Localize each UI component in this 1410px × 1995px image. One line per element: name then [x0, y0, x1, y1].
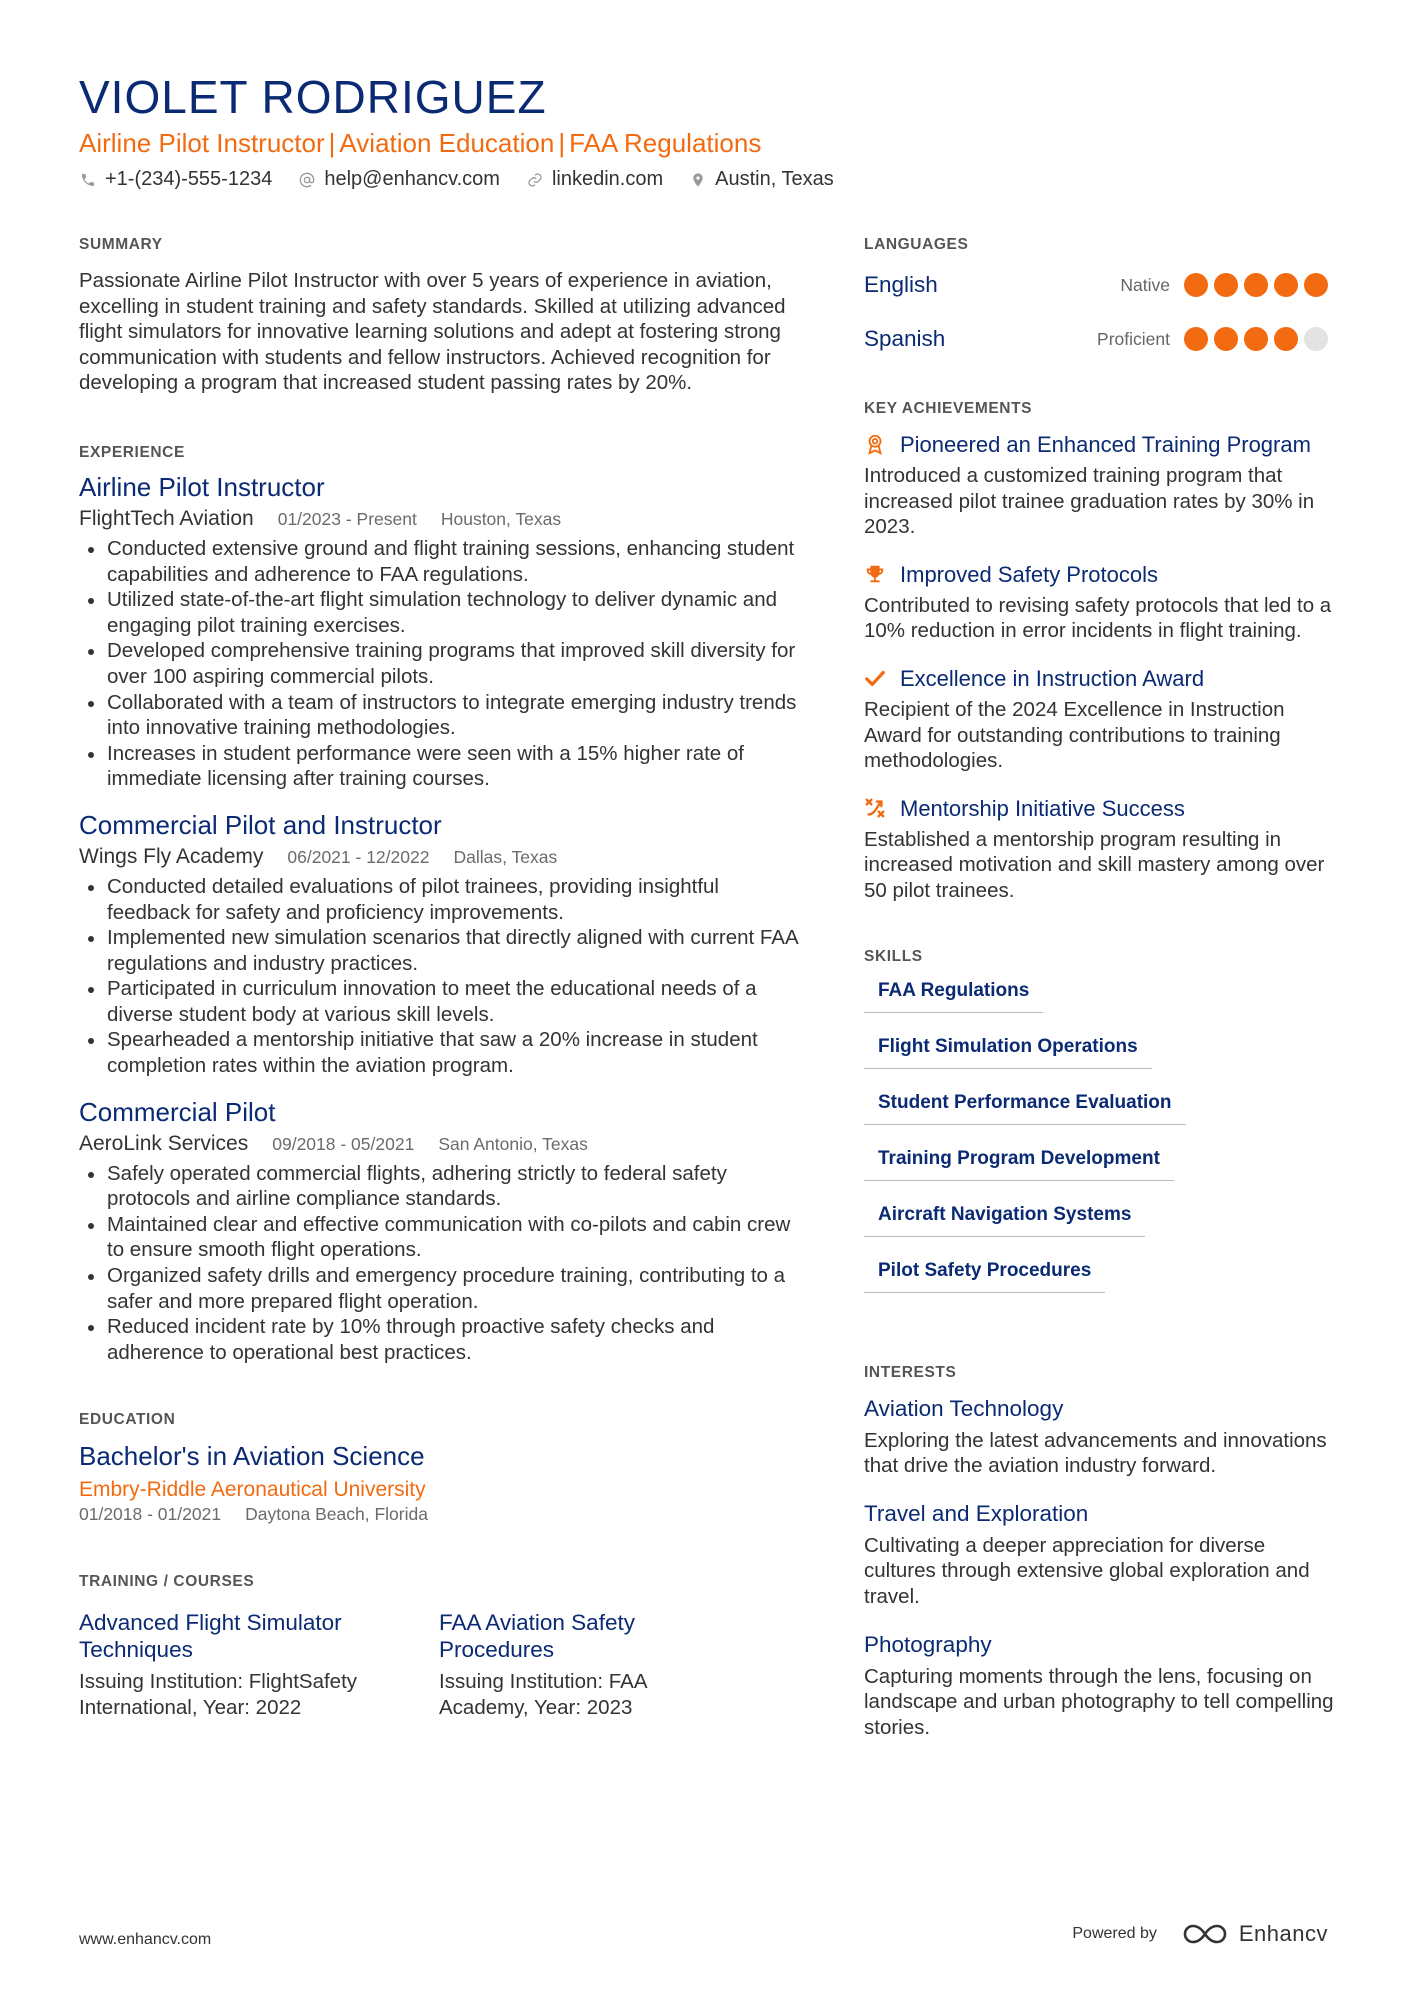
candidate-name: VIOLET RODRIGUEZ [79, 71, 547, 123]
right-column [864, 236, 1334, 1762]
interest-text: Cultivating a deeper appreciation for diverse cultures through extensive global exploration and travel. [864, 1533, 1310, 1608]
language-rating [1184, 273, 1334, 297]
achievement-item [864, 796, 1334, 904]
job-dates: 06/2021 - 12/2022 [287, 846, 430, 867]
course-detail: Issuing Institution: FAA Academy, Year: 2023 [439, 1670, 647, 1719]
location-pin-icon [689, 171, 707, 189]
contact-bar [79, 168, 860, 191]
course-item [439, 1609, 799, 1720]
footer-website[interactable]: www.enhancv.com [79, 1931, 212, 1948]
interest-title: Travel and Exploration [864, 1500, 1089, 1526]
skill-tag: Pilot Safety Procedures [864, 1254, 1105, 1293]
job-dates: 09/2018 - 05/2021 [272, 1133, 415, 1154]
section-title: EDUCATION [79, 1411, 176, 1429]
linkedin-text: linkedin.com [551, 168, 664, 190]
language-rating [1184, 327, 1334, 351]
interest-title: Photography [864, 1631, 992, 1657]
job-bullets [79, 536, 799, 792]
course-list [79, 1609, 799, 1720]
language-level: Native [1120, 274, 1170, 295]
course-item [79, 1609, 439, 1720]
achievement-text: Established a mentorship program resulting in increased motivation and skill mastery among over 50 pilot trainees. [864, 827, 1325, 902]
skill-tag: Aircraft Navigation Systems [864, 1198, 1145, 1237]
at-sign-icon [298, 171, 316, 189]
achievements-section [864, 400, 1334, 904]
achievement-text: Recipient of the 2024 Excellence in Instruction Award for outstanding contributions to training methodologies. [864, 697, 1285, 773]
rating-dot-filled [1274, 327, 1298, 351]
rating-dot-filled [1184, 273, 1208, 297]
achievement-item [864, 562, 1334, 644]
job-bullets [79, 874, 799, 1079]
interests-section [864, 1364, 1334, 1741]
bullet-item: Conducted detailed evaluations of pilot trainees, providing insightful feedback for safety and proficiency improvements. [79, 874, 799, 925]
job-location: San Antonio, Texas [438, 1133, 588, 1154]
rating-dot-filled [1274, 273, 1298, 297]
education-location: Daytona Beach, Florida [245, 1504, 428, 1525]
brand-name: Enhancv [1238, 1921, 1328, 1946]
training-section [79, 1573, 799, 1720]
achievement-title: Mentorship Initiative Success [900, 795, 1185, 821]
job-entry [79, 810, 799, 1079]
bullet-item: Implemented new simulation scenarios that directly aligned with current FAA regulations and industry practices. [79, 925, 799, 976]
phone-text: +1-(234)-555-1234 [105, 168, 273, 190]
bullet-item: Conducted extensive ground and flight training sessions, enhancing student capabilities and adherence to FAA regulations. [79, 536, 799, 587]
degree-title: Bachelor's in Aviation Science [79, 1441, 425, 1472]
location-text: Austin, Texas [715, 168, 834, 190]
footer-branding [1072, 1920, 1328, 1948]
skill-tag: FAA Regulations [864, 974, 1043, 1013]
course-title: Advanced Flight Simulator Techniques [79, 1610, 342, 1663]
education-meta [79, 1504, 799, 1525]
rating-dot-filled [1184, 327, 1208, 351]
languages-section [864, 236, 1334, 366]
interest-text: Exploring the latest advancements and innovations that drive the aviation industry forward. [864, 1428, 1327, 1478]
job-bullets [79, 1161, 799, 1366]
interest-item [864, 1632, 1334, 1741]
course-detail: Issuing Institution: FlightSafety International, Year: 2022 [79, 1670, 358, 1719]
bullet-item: Reduced incident rate by 10% through proactive safety checks and adherence to operational best practices. [79, 1314, 799, 1365]
award-ribbon-icon [864, 433, 888, 457]
job-meta [79, 1132, 799, 1156]
left-column [79, 236, 799, 1721]
skill-tag: Flight Simulation Operations [864, 1030, 1152, 1069]
company-name: FlightTech Aviation [79, 506, 254, 530]
section-title: LANGUAGES [864, 236, 969, 253]
bullet-item: Collaborated with a team of instructors to integrate emerging industry trends into innovative training methodologies. [79, 690, 799, 741]
rating-dot-filled [1244, 327, 1268, 351]
rating-dot-filled [1304, 273, 1328, 297]
language-level: Proficient [1097, 328, 1170, 349]
job-title: Commercial Pilot [79, 1096, 276, 1127]
rating-dot-filled [1214, 273, 1238, 297]
job-title: Airline Pilot Instructor [79, 471, 325, 502]
tagline-field: Aviation Education [339, 128, 555, 158]
bullet-item: Developed comprehensive training programs that improved skill diversity for over 100 aspiring commercial pilots. [79, 638, 799, 689]
achievement-title: Improved Safety Protocols [900, 561, 1159, 587]
rating-dot-filled [1244, 273, 1268, 297]
bullet-item: Maintained clear and effective communication with co-pilots and cabin crew to ensure smooth flight operations. [79, 1212, 799, 1263]
job-meta [79, 507, 799, 531]
interest-text: Capturing moments through the lens, focusing on landscape and urban photography to tell compelling stories. [864, 1664, 1334, 1739]
course-title: FAA Aviation Safety Procedures [439, 1610, 635, 1663]
tagline-specialty: FAA Regulations [569, 128, 762, 158]
language-name: English [864, 272, 938, 297]
brand-logo[interactable] [1183, 1920, 1328, 1948]
job-entry [79, 1097, 799, 1366]
contact-location [689, 168, 834, 191]
trophy-icon [864, 563, 888, 587]
language-row [864, 258, 1334, 312]
education-dates: 01/2018 - 01/2021 [79, 1504, 222, 1525]
achievement-item [864, 666, 1334, 774]
achievement-text: Introduced a customized training program that increased pilot trainee graduation rates by 30% in 2023. [864, 464, 1315, 539]
rating-dot-empty [1304, 327, 1328, 351]
school-name: Embry-Riddle Aeronautical University [79, 1478, 426, 1502]
checkmark-icon [864, 667, 888, 691]
section-title: KEY ACHIEVEMENTS [864, 400, 1033, 417]
section-title: EXPERIENCE [79, 443, 185, 461]
contact-phone[interactable] [79, 168, 272, 191]
bullet-item: Organized safety drills and emergency procedure training, contributing to a safer and more prepared flight operation. [79, 1263, 799, 1314]
interest-item [864, 1396, 1334, 1479]
tagline-separator: | [328, 128, 336, 158]
link-icon [526, 171, 544, 189]
job-meta [79, 845, 799, 869]
job-title: Commercial Pilot and Instructor [79, 809, 442, 840]
powered-by-text: Powered by [1072, 1925, 1157, 1942]
contact-linkedin[interactable] [526, 168, 663, 191]
bullet-item: Safely operated commercial flights, adhering strictly to federal safety protocols and airline compliance standards. [79, 1161, 799, 1212]
phone-icon [79, 171, 97, 189]
language-name: Spanish [864, 326, 946, 351]
summary-text: Passionate Airline Pilot Instructor with over 5 years of experience in aviation, excelling in student training and safety standards. Skilled at utilizing advanced flight simulators for innovative learning solutions and adept at fostering strong communication with students and fellow instructors. Achieved recognition for developing a program that increased student passing rates by 20%. [79, 269, 786, 395]
company-name: Wings Fly Academy [79, 844, 264, 868]
contact-email[interactable] [298, 168, 500, 191]
job-location: Dallas, Texas [453, 846, 558, 867]
education-section [79, 1411, 799, 1525]
interest-title: Aviation Technology [864, 1395, 1064, 1421]
strategy-icon [864, 797, 888, 821]
job-location: Houston, Texas [440, 508, 562, 529]
achievement-text: Contributed to revising safety protocols that led to a 10% reduction in error incidents in flight training. [864, 593, 1332, 643]
company-name: AeroLink Services [79, 1131, 249, 1155]
rating-dot-filled [1214, 327, 1238, 351]
achievement-title: Pioneered an Enhanced Training Program [900, 432, 1311, 457]
email-text: help@enhancv.com [324, 168, 500, 190]
section-title: TRAINING / COURSES [79, 1573, 255, 1591]
bullet-item: Participated in curriculum innovation to meet the educational needs of a diverse student body at various skill levels. [79, 976, 799, 1027]
section-title: INTERESTS [864, 1363, 957, 1381]
summary-section [79, 236, 799, 396]
bullet-item: Spearheaded a mentorship initiative that saw a 20% increase in student completion rates within the aviation program. [79, 1027, 799, 1078]
skill-tag: Training Program Development [864, 1142, 1174, 1181]
achievement-title: Excellence in Instruction Award [900, 665, 1205, 691]
tagline [79, 128, 761, 159]
bullet-item: Increases in student performance were seen with a 15% higher rate of immediate licensing after training courses. [79, 741, 799, 792]
tagline-role: Airline Pilot Instructor [79, 128, 325, 158]
achievement-item [864, 432, 1334, 540]
infinity-logo-icon [1183, 1920, 1231, 1948]
skills-section [864, 948, 1334, 1310]
experience-section [79, 444, 799, 1365]
job-entry [79, 472, 799, 792]
language-row [864, 312, 1334, 366]
bullet-item: Utilized state-of-the-art flight simulation technology to deliver dynamic and engaging pilot training exercises. [79, 587, 799, 638]
interest-item [864, 1501, 1334, 1610]
job-dates: 01/2023 - Present [277, 508, 417, 529]
tagline-separator: | [558, 128, 566, 158]
skill-tag: Student Performance Evaluation [864, 1086, 1186, 1125]
section-title: SKILLS [864, 947, 923, 965]
section-title: SUMMARY [79, 236, 163, 253]
